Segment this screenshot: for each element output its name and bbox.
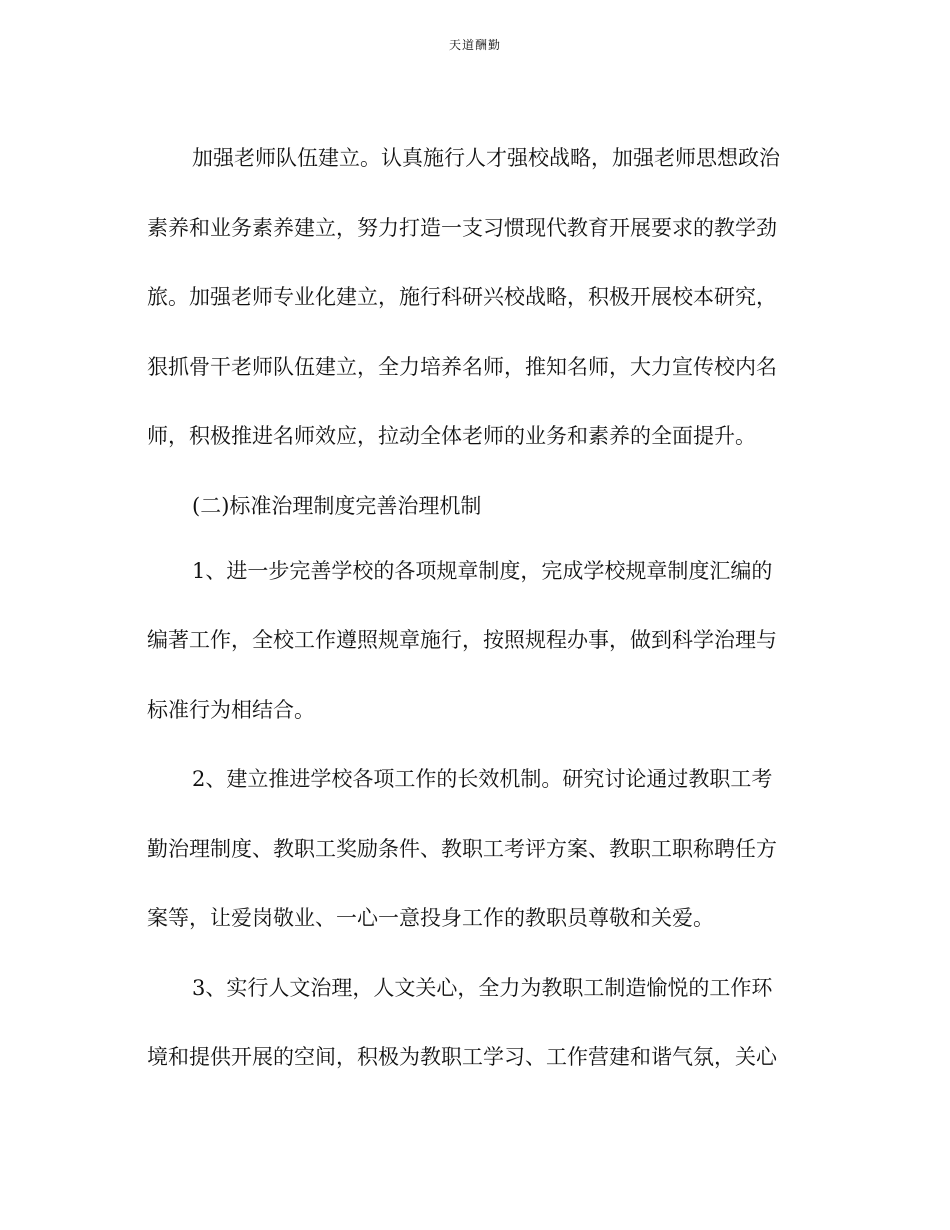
page-header: 天道酬勤 [448,38,501,52]
text-line: 1、进一步完善学校的各项规章制度，完成学校规章制度汇编的 [192,559,773,583]
text-line: 境和提供开展的空间，积极为教职工学习、工作营建和谐气氛，关心 [147,1045,777,1069]
text-line: 3、实行人文治理，人文关心，全力为教职工制造愉悦的工作环 [192,976,773,1000]
text-line: 2、建立推进学校各项工作的长效机制。研究讨论通过教职工考 [192,767,773,791]
text-line: 素养和业务素养建立，努力打造一支习惯现代教育开展要求的教学劲 [147,216,777,240]
section-heading: (二)标准治理制度完善治理机制 [192,494,482,518]
text-line: 加强老师队伍建立。认真施行人才强校战略，加强老师思想政治 [192,146,780,170]
text-line: 勤治理制度、教职工奖励条件、教职工考评方案、教职工职称聘任方 [147,837,777,861]
text-line: 编著工作，全校工作遵照规章施行，按照规程办事，做到科学治理与 [147,628,777,652]
text-line: 旅。加强老师专业化建立，施行科研兴校战略，积极开展校本研究， [147,285,777,309]
text-line: 师，积极推进名师效应，拉动全体老师的业务和素养的全面提升。 [147,424,756,448]
text-line: 案等，让爱岗敬业、一心一意投身工作的教职员尊敬和关爱。 [147,906,714,930]
text-line: 狠抓骨干老师队伍建立，全力培养名师，推知名师，大力宣传校内名 [147,355,777,379]
text-line: 标准行为相结合。 [147,698,315,722]
